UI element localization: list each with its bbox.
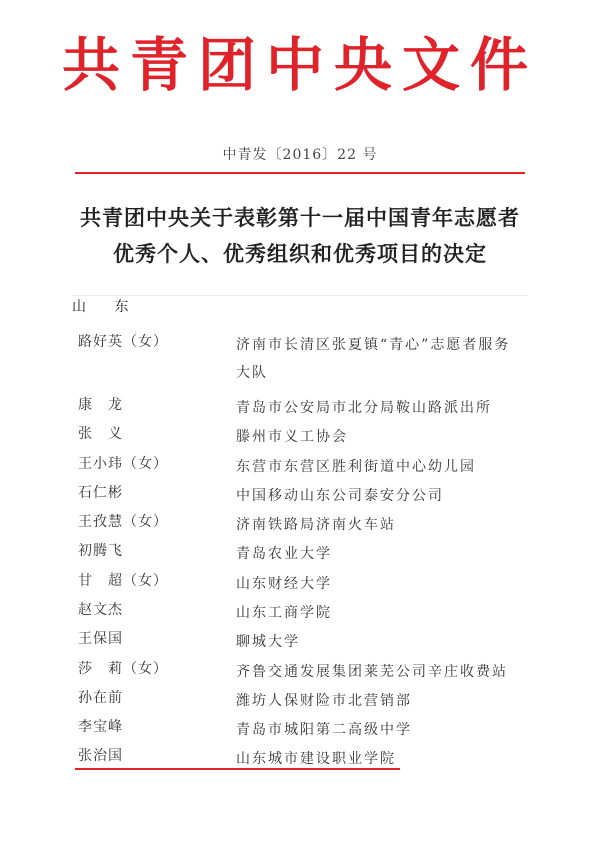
masthead-title: 共青团中央文件 — [61, 31, 538, 99]
organization: 青岛市公安局市北分局鞍山路派出所 — [236, 400, 492, 416]
organization: 东营市东营区胜利街道中心幼儿园 — [236, 459, 476, 475]
person-name: 王小玮（女） — [78, 456, 168, 472]
person-name: 张治国 — [78, 748, 123, 764]
person-name: 王孜慧（女） — [78, 514, 168, 530]
organization: 滕州市义工协会 — [236, 429, 348, 445]
organization: 潍坊人保财险市北营销部 — [236, 693, 412, 709]
organization: 山东工商学院 — [236, 605, 332, 621]
person-name: 路好英（女） — [78, 334, 168, 350]
person-name: 赵文杰 — [78, 602, 123, 618]
organization: 山东城市建设职业学院 — [236, 751, 396, 767]
organization: 山东财经大学 — [236, 576, 332, 592]
province-heading: 山 东 — [72, 299, 141, 315]
person-name: 初腾飞 — [78, 543, 123, 559]
organization: 青岛市城阳第二高级中学 — [236, 722, 412, 738]
person-name: 张 义 — [78, 426, 123, 442]
person-name: 康 龙 — [78, 397, 123, 413]
organization: 济南市长清区张夏镇“青心”志愿者服务大队 — [236, 337, 511, 381]
person-name: 王保国 — [78, 631, 123, 647]
person-name: 莎 莉（女） — [78, 661, 168, 677]
person-name: 李宝峰 — [78, 719, 123, 735]
title-line-2: 优秀个人、优秀组织和优秀项目的决定 — [113, 241, 487, 266]
document-title — [0, 200, 600, 272]
organization: 青岛农业大学 — [236, 546, 332, 562]
organization: 齐鲁交通发展集团莱芜公司辛庄收费站 — [236, 664, 508, 680]
title-line-1: 共青团中央关于表彰第十一届中国青年志愿者 — [80, 205, 520, 230]
person-name: 孙在前 — [78, 690, 123, 706]
red-divider-bottom — [75, 768, 400, 770]
organization: 聊城大学 — [236, 634, 300, 650]
organization: 中国移动山东公司泰安分公司 — [236, 488, 444, 504]
document-number: 中青发〔2016〕22 号 — [222, 147, 378, 163]
person-name: 石仁彬 — [78, 485, 123, 501]
person-name: 甘 超（女） — [78, 573, 168, 589]
red-divider-top — [75, 172, 525, 174]
organization: 济南铁路局济南火车站 — [236, 517, 396, 533]
